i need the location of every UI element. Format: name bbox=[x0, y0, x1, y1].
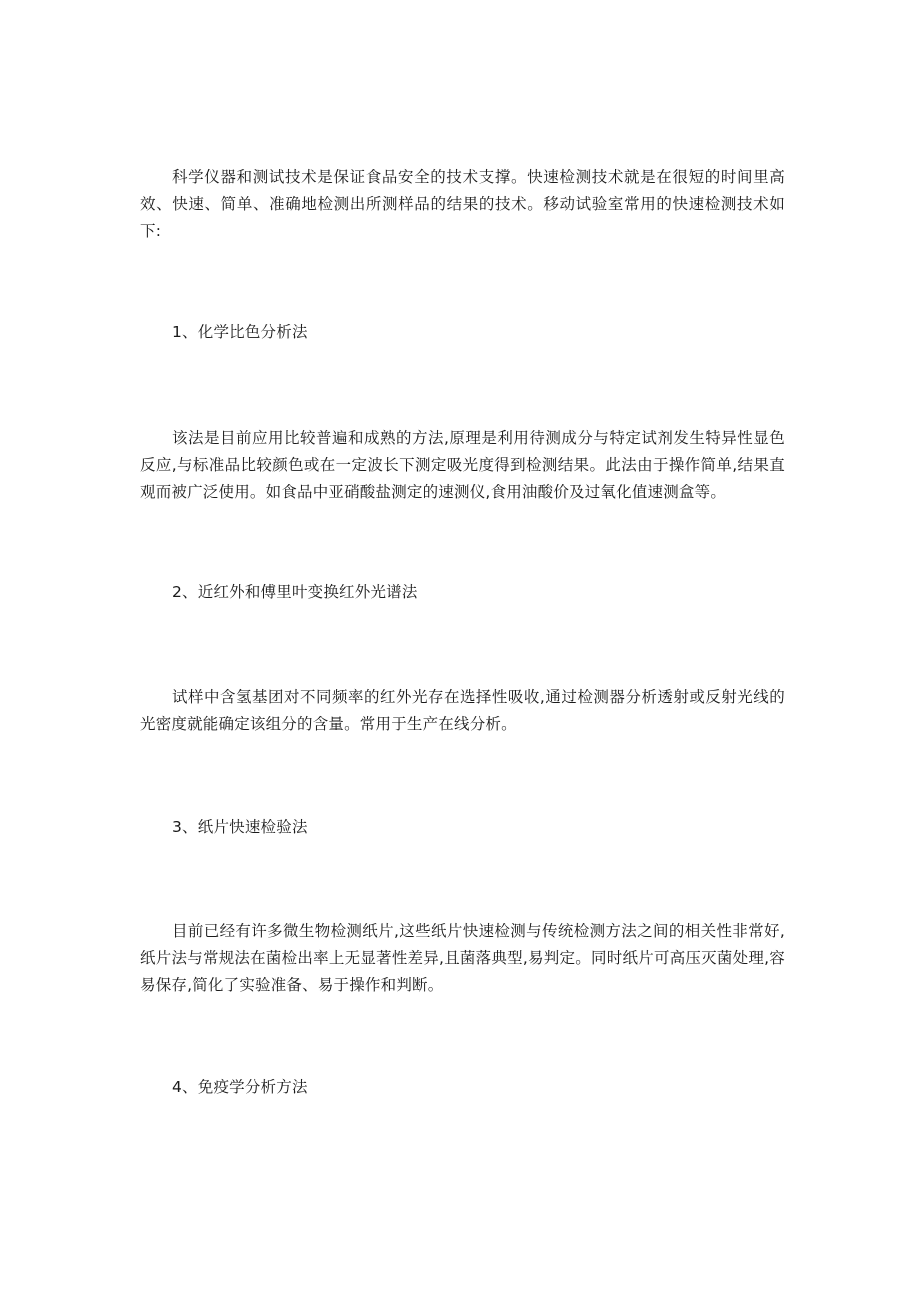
section-body-2: 试样中含氢基团对不同频率的红外光存在选择性吸收,通过检测器分析透射或反射光线的光密度就能确定该组分的含量。常用于生产在线分析。 bbox=[140, 688, 785, 733]
section-heading-4: 4、免疫学分析方法 bbox=[172, 1078, 308, 1096]
intro-paragraph: 科学仪器和测试技术是保证食品安全的技术支撑。快速检测技术就是在很短的时间里高效、快速、简单、准确地检测出所测样品的结果的技术。移动试验室常用的快速检测技术如下: bbox=[140, 168, 785, 240]
section-body-1: 该法是目前应用比较普遍和成熟的方法,原理是利用待测成分与特定试剂发生特异性显色反应,与标准品比较颜色或在一定波长下测定吸光度得到检测结果。此法由于操作简单,结果直观而被广泛使用。如食品中亚硝酸盐测定的速测仪,食用油酸价及过氧化值速测盒等。 bbox=[140, 429, 785, 501]
section-heading-3: 3、纸片快速检验法 bbox=[172, 818, 308, 836]
section-heading-1: 1、化学比色分析法 bbox=[172, 323, 308, 341]
section-heading-2: 2、近红外和傅里叶变换红外光谱法 bbox=[172, 583, 418, 601]
section-body-3: 目前已经有许多微生物检测纸片,这些纸片快速检测与传统检测方法之间的相关性非常好,纸片法与常规法在菌检出率上无显著性差异,且菌落典型,易判定。同时纸片可高压灭菌处理,容易保存,简化了实验准备、易于操作和判断。 bbox=[140, 922, 785, 994]
